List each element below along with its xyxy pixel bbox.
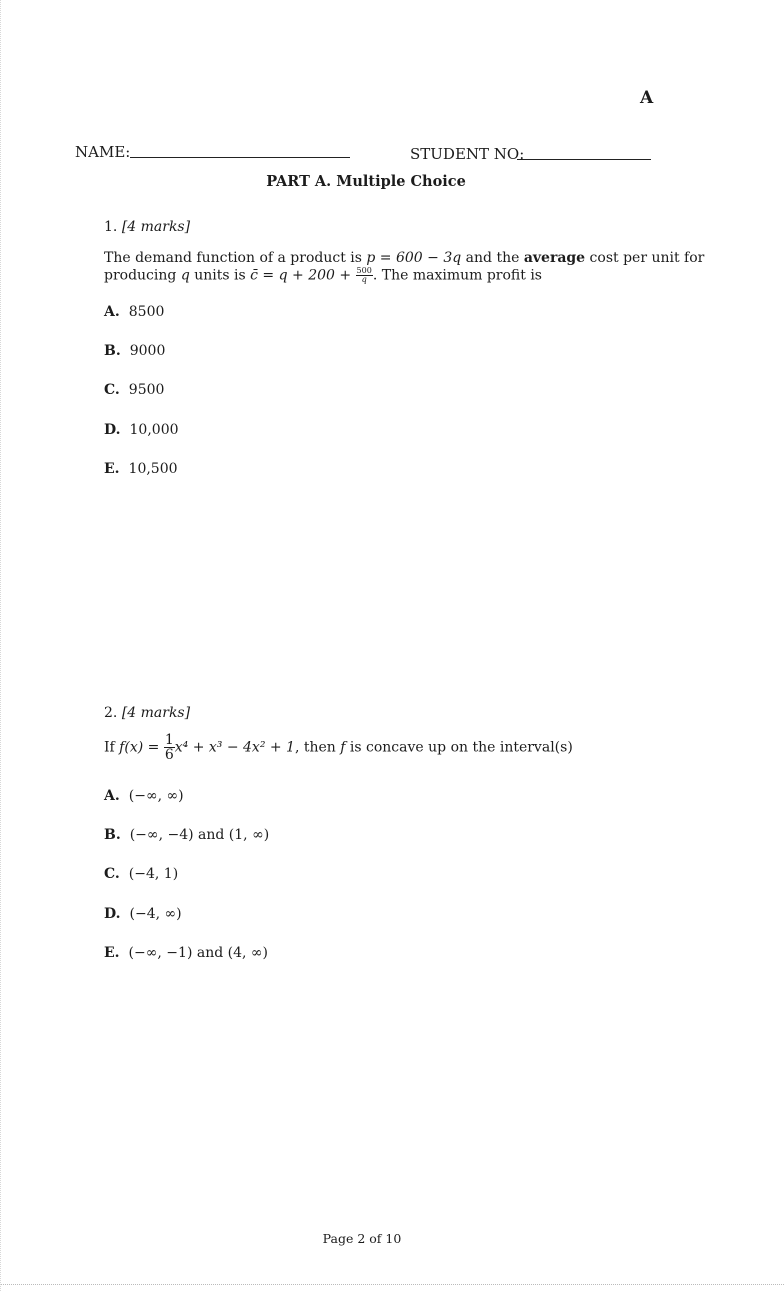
fraction (356, 267, 373, 284)
question-1-text (104, 250, 705, 285)
math-average-cost: c̄ = q + 200 + (250, 267, 356, 284)
text-span: is concave up on the interval(s) (345, 739, 573, 756)
option-text: 9500 (128, 382, 165, 398)
option-text: (−∞, −4) and (1, ∞) (129, 827, 270, 843)
question-2-option-a[interactable] (104, 788, 184, 804)
option-text: 10,500 (128, 461, 178, 477)
fraction-denominator-var: q (361, 275, 367, 284)
student-no-label: STUDENT NO: (410, 145, 525, 163)
question-1-header (104, 219, 190, 235)
question-number: 1. (104, 219, 118, 235)
question-1-option-b[interactable] (104, 343, 165, 359)
name-field-line[interactable] (130, 157, 350, 158)
option-letter: C. (104, 382, 120, 398)
option-letter: D. (104, 906, 121, 922)
text-span: . The maximum profit is (372, 267, 542, 284)
option-letter: C. (104, 866, 120, 882)
text-span: producing (104, 267, 181, 284)
question-1-option-c[interactable] (104, 382, 164, 398)
part-title: PART A. Multiple Choice (266, 173, 466, 190)
option-text: 8500 (128, 304, 165, 320)
scan-edge-bottom (0, 1284, 784, 1287)
math-demand: p = 600 − 3q (366, 250, 462, 266)
option-text: (−∞, ∞) (128, 788, 184, 804)
bold-average: average (523, 250, 586, 266)
text-span: cost per unit for (585, 250, 705, 266)
option-letter: A. (104, 788, 120, 804)
scan-edge-left (0, 0, 2, 1291)
fraction-denominator (356, 276, 373, 284)
question-2-text (104, 733, 573, 762)
option-letter: B. (104, 343, 121, 359)
fraction-numerator: 1 (164, 732, 174, 748)
option-text: 9000 (129, 343, 166, 359)
question-number: 2. (104, 705, 118, 721)
text-span: and the (461, 250, 524, 266)
version-letter: A (640, 88, 654, 108)
option-letter: B. (104, 827, 121, 843)
name-label: NAME: (75, 143, 131, 161)
text-span: If (104, 739, 120, 756)
option-text: (−∞, −1) and (4, ∞) (128, 945, 269, 961)
question-2-option-c[interactable] (104, 866, 178, 882)
option-letter: E. (104, 945, 120, 961)
option-text: 10,000 (129, 422, 179, 438)
fraction (164, 733, 175, 762)
option-letter: E. (104, 461, 120, 477)
question-1-option-d[interactable] (104, 422, 179, 438)
question-2-header (104, 705, 190, 721)
math-f: f (340, 739, 346, 756)
option-text: (−4, ∞) (129, 906, 182, 922)
question-2-option-b[interactable] (104, 827, 269, 843)
question-2-option-d[interactable] (104, 906, 182, 922)
question-marks: [4 marks] (121, 219, 191, 235)
text-span: The demand function of a product is (104, 250, 367, 266)
page-number: Page 2 of 10 (322, 1231, 402, 1246)
option-text: (−4, 1) (128, 866, 179, 882)
question-1-option-e[interactable] (104, 461, 178, 477)
fraction-denominator: 6 (164, 747, 174, 763)
student-no-field-line[interactable] (517, 159, 651, 160)
math-polynomial: x⁴ + x³ − 4x² + 1 (174, 739, 295, 756)
math-fx: f(x) = (119, 739, 164, 756)
fraction-numerator: 500 (356, 266, 372, 275)
question-marks: [4 marks] (121, 705, 191, 721)
text-span: units is (189, 267, 251, 284)
question-2-option-e[interactable] (104, 945, 268, 961)
math-q: q (180, 267, 190, 284)
option-letter: D. (104, 422, 121, 438)
option-letter: A. (104, 304, 120, 320)
text-span: , then (294, 739, 341, 756)
question-1-option-a[interactable] (104, 304, 164, 320)
